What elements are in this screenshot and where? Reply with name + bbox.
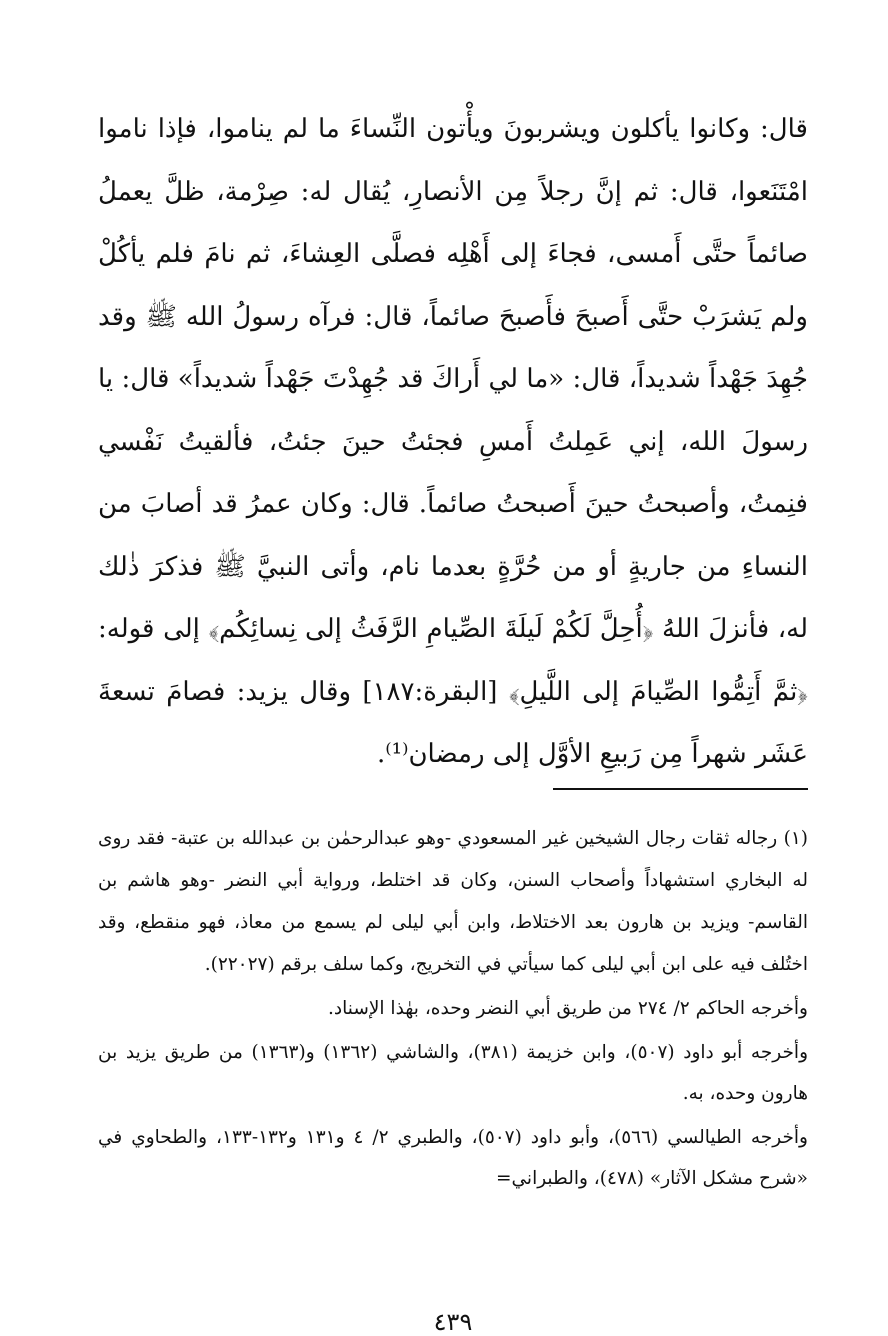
footnotes-block xyxy=(98,818,808,1200)
footnote-separator-line xyxy=(553,788,808,790)
footnote-2: وأخرجه الحاكم ٢/ ٢٧٤ من طريق أبي النضر وحده، بهٰذا الإسناد. xyxy=(328,998,808,1019)
footnote-1: (١) رجاله ثقات رجال الشيخين غير المسعودي -وهو عبدالرحمٰن بن عبدالله بن عتبة- فقد روى له البخاري استشهاداً وأصحاب السنن، وكان قد اختلط، ورواية أبي النضر -وهو هاشم بن القاسم- ويزيد بن هارون بعد الاختلاط، وابن أبي ليلى لم يسمع من معاذ، فهو منقطع، وقد اختُلف فيه على ابن أبي ليلى كما سيأتي في التخريج، وكما سلف برقم (٢٢٠٢٧). xyxy=(98,828,808,975)
footnote-4: وأخرجه الطيالسي (٥٦٦)، وأبو داود (٥٠٧)، والطبري ٢/ ٤ و١٣١ و١٣٢-١٣٣، والطحاوي في «شرح مشكل الآثار» (٤٧٨)، والطبراني= xyxy=(98,1126,808,1189)
page-number: ٤٣٩ xyxy=(433,1308,473,1336)
book-page xyxy=(98,98,808,1336)
footnote-3: وأخرجه أبو داود (٥٠٧)، وابن خزيمة (٣٨١)، والشاشي (١٣٦٢) و(١٣٦٣) من طريق يزيد بن هارون وحده، به. xyxy=(98,1041,808,1104)
main-text-block xyxy=(98,98,808,786)
main-paragraph: قال: وكانوا يأكلون ويشربونَ ويأْتون النِّساءَ ما لم يناموا، فإذا ناموا امْتَنَعوا، قال: ثم إنَّ رجلاً مِن الأنصارِ، يُقال له: صِرْمة، ظلَّ يعملُ صائماً حتَّى أَمسى، فجاءَ إلى أَهْلِه فصلَّى العِشاءَ، ثم نامَ فلم يأكُلْ ولم يَشرَبْ حتَّى أَصبحَ فأَصبحَ صائماً، قال: فرآه رسولُ الله ﷺ وقد جُهِدَ جَهْداً شديداً، قال: «ما لي أَراكَ قد جُهِدْتَ جَهْداً شديداً» قال: يا رسولَ الله، إني عَمِلتُ أَمسِ فجئتُ حينَ جئتُ، فألقيتُ نَفْسي فنِمتُ، وأصبحتُ حينَ أَصبحتُ صائماً. قال: وكان عمرُ قد أصابَ من النساءِ من جاريةٍ أو من حُرَّةٍ بعدما نام، وأتى النبيَّ ﷺ فذكرَ ذٰلك له، فأنزلَ اللهُ ﴿أُحِلَّ لَكُمْ لَيلَةَ الصِّيامِ الرَّفَثُ إلى نِسائِكُم﴾ إلى قوله: ﴿ثمَّ أَتِمُّوا الصِّيامَ إلى اللَّيلِ﴾ [البقرة:١٨٧] وقال يزيد: فصامَ تسعةَ عَشَر شهراً مِن رَبيعِ الأوَّل إلى رمضان⁽¹⁾. xyxy=(98,114,808,769)
